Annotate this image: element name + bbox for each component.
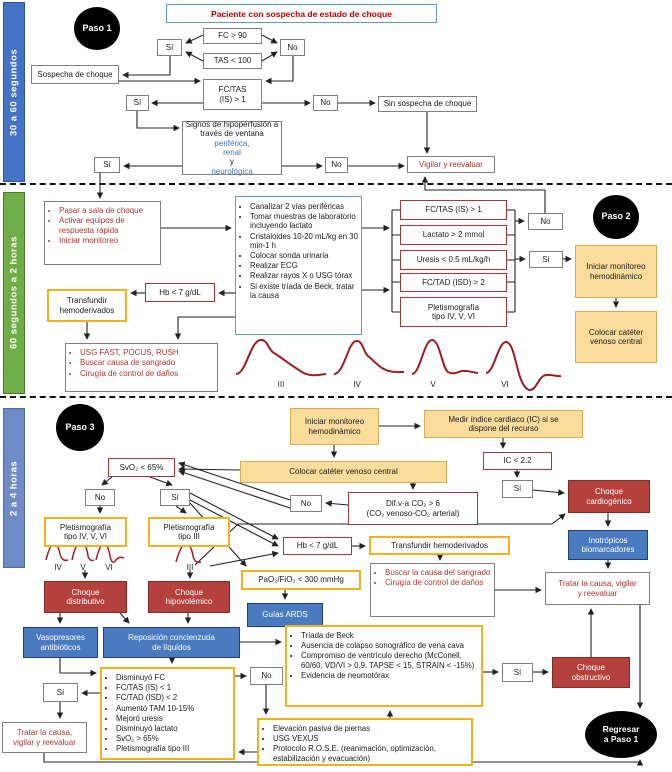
mejoria-item: • SvO₂ > 65% [116,734,194,743]
waveform-label: V [80,563,86,572]
waveform-label: III [186,563,194,572]
usg-item: • USG FAST, POCUS, RUSH [80,348,179,357]
checklist-item: • Cristaloides 10-20 mL/kg en 30 min-1 h [250,232,359,250]
decision-no: No [325,157,348,173]
node-choque-hipovolemico: Choque hipovolémico [148,581,230,613]
node-ic-criterio: IC < 2.2 [483,452,552,470]
criterio-uresis: Uresis < 0.5 mL/kg/h [400,250,507,270]
waveform-label: VI [105,563,113,572]
decision-yes: Sí [94,157,120,173]
elevacion-item: • USG VEXUS [273,734,469,743]
decision-yes: Sí [160,489,190,506]
signos-text: y [230,157,234,167]
triada-item: • Tríada de Beck [301,631,479,640]
elevacion-item: • Elevación pasiva de piernas [273,724,469,733]
node-buscar-sangrado [370,563,495,617]
sidebar-phase-1 [3,2,25,182]
node-choque-distributivo: Choque distributivo [44,581,127,613]
checklist-item: • Canalizar 2 vías periféricas [250,202,359,211]
criterio-lactato: Lactato > 2 mmol [400,225,507,245]
checklist-item: • Tomar muestras de laboratorio incluyendo lactato [250,212,359,230]
waveform-label: V [430,380,436,389]
waveform-label: VI [501,380,509,389]
decision-yes: Sí [43,683,78,702]
decision-yes: Sí [502,663,533,682]
decision-no: No [250,667,283,685]
node-reposicion-liquidos: Reposición concienzuda de líquidos [103,627,240,658]
sidebar-label: 2 a 4 horas [8,460,20,516]
checklist-item: • Realizar ECG [250,261,359,270]
node-tratar-vigilar-derecha: Tratar la causa, vigilar y reevaluar [545,572,650,605]
node-usg-protocolos [65,343,218,392]
mejoria-item: • Pletismografía tipo III [116,744,194,753]
node-signos-hipoperfusion: Signos de hipoperfusión a través de ventana periférica, renal y neurológica [182,121,282,175]
checklist-item: • Colocar sonda urinaria [250,251,359,260]
triada-item: • Evidencia de neumotórax [301,671,479,680]
node-indice-choque: FC/TAS (IS) > 1 [203,79,262,110]
node-hb-criterio: Hb < 7 g/dL [145,283,215,302]
section-divider [0,183,672,185]
decision-no: No [528,213,563,230]
step-1-badge: Paso 1 [74,7,120,50]
sidebar-phase-2 [3,192,25,394]
action-item: • Activar equipos de respuesta rápida [59,216,158,235]
node-sospecha-choque: Sospecha de choque [31,65,119,84]
node-tas-lt-100: TAS < 100 [203,53,262,69]
decision-no: No [280,39,305,56]
node-iniciar-monitoreo: Iniciar monitoreo hemodinámico [575,245,657,298]
decision-no: No [313,95,338,111]
triada-item: • Ausencia de colapso sonográfico de vena cava [301,641,479,650]
node-reposicion-avanzada [257,718,473,766]
node-checklist-inicial [235,196,362,335]
waveform-label: IV [54,563,62,572]
mejoria-item: • Aumentó TAM 10-15% [116,704,194,713]
node-choque-obstructivo: Choque obstructivo [552,657,630,688]
section-divider [0,396,672,398]
node-colocar-cateter: Colocar catéter venoso central [575,311,657,363]
triada-item: • Compromiso de ventrículo derecho (McConell, 60/60, VD/VI > 0.9. TAPSE < 15, STRAIN < -15%) [301,651,479,669]
sidebar-phase-3 [3,408,25,568]
pleth-waveforms-paso2 [236,340,561,390]
checklist-item: • Si existe tríada de Beck, tratar la causa [250,282,359,300]
mejoria-item: • Disminuyó lactato [116,724,194,733]
node-vasopresores: Vasopresores antibióticos [23,627,98,658]
node-colocar-cateter-3: Colocar catéter venoso central [240,461,447,483]
node-medir-indice-cardiaco: Medir índice cardiaco (IC) si se dispone del recurso [424,410,583,438]
signos-window-neurologic: neurológica [211,166,253,176]
node-inotropicos: Inotrópicos biomarcadores [568,530,648,560]
buscar-item: • Buscar la causa del sangrado [385,568,490,577]
decision-yes: Sí [126,95,149,111]
criterio-fctas: FC/TAS (IS) > 1 [400,200,507,220]
decision-yes: Sí [529,251,563,268]
node-criterios-mejoria [100,667,235,760]
waveform-label: III [277,380,285,389]
decision-yes: Sí [502,480,533,498]
signos-window-renal: renal [223,148,241,157]
node-tratar-vigilar-izquierda: Tratar la causa, vigilar y reevaluar [2,722,87,753]
decision-yes: Sí [157,39,182,56]
signos-text: través de ventana [200,129,264,139]
node-pletismografia-3: Pletismografía tipo III [148,517,230,547]
checklist-item: • Realizar rayos X o USG tórax [250,271,359,280]
buscar-item: • Cirugía de control de daños [385,578,490,587]
sidebar-label: 60 segundos a 2 horas [8,236,20,350]
mejoria-item: • FC/TAS (IS) < 1 [116,683,194,692]
step-2-badge: Paso 2 [593,195,639,239]
node-transfundir: Transfundir hemoderivados [47,289,127,322]
node-transfundir-3: Transfundir hemoderivados [369,536,510,555]
node-iniciar-monitoreo-3: Iniciar monitoreo hemodinámico [290,408,379,445]
decision-no: No [290,495,322,512]
action-item: • Pasar a sala de choque [59,206,158,215]
return-to-step-1-badge: Regresar a Paso 1 [585,711,657,758]
criterio-fctad: FC/TAD (ISD) > 2 [400,273,507,292]
node-hb-criterio-3: Hb < 7 g/dL [283,537,352,555]
action-item: • Iniciar monitoreo [59,236,158,245]
usg-item: • Cirugía de control de daños [80,369,179,378]
signos-window-peripheral: periférica, [214,138,250,148]
sidebar-label: 30 a 60 segundos [8,48,20,136]
node-pao2-fio2: PaO₂/FiO₂ < 300 mmHg [241,570,361,590]
elevacion-item: • Protocolo R.O.S.E. (reanimación, optimización, estabilización y evacuación) [273,744,469,762]
node-guias-ards: Guías ARDS [247,603,323,627]
mejoria-item: • Disminuyó FC [116,673,194,682]
node-dif-co2: Dif.v-a CO₂ > 6 (CO₂ venoso-CO₂ arterial) [348,492,478,525]
decision-no: No [85,489,115,506]
step-3-badge: Paso 3 [56,404,104,451]
waveform-label: IV [353,380,361,389]
mejoria-item: • FC/TAD (ISD) < 2 [116,693,194,702]
node-criterios-obstructivo [285,625,483,707]
usg-item: • Buscar causa de sangrado [80,358,179,367]
node-fc-gt-90: FC > 90 [203,28,262,44]
node-sin-sospecha: Sin sospecha de choque [378,96,477,112]
page-title: Paciente con sospecha de estado de choque [166,4,437,23]
criterio-pletismografia: Pletismografía tipo IV, V, VI [400,297,507,327]
node-sala-choque-acciones [44,201,161,265]
node-pletismografia-456: Pletismografía tipo IV, V, VI [44,517,127,547]
node-vigilar-reevaluar: Vigilar y reevaluar [407,156,495,173]
mejoria-item: • Mejoró uresis [116,714,194,723]
node-svo2-criterio: SvO₂ < 65% [108,458,175,477]
node-choque-cardiogenico: Choque cardiogénico [568,480,650,513]
